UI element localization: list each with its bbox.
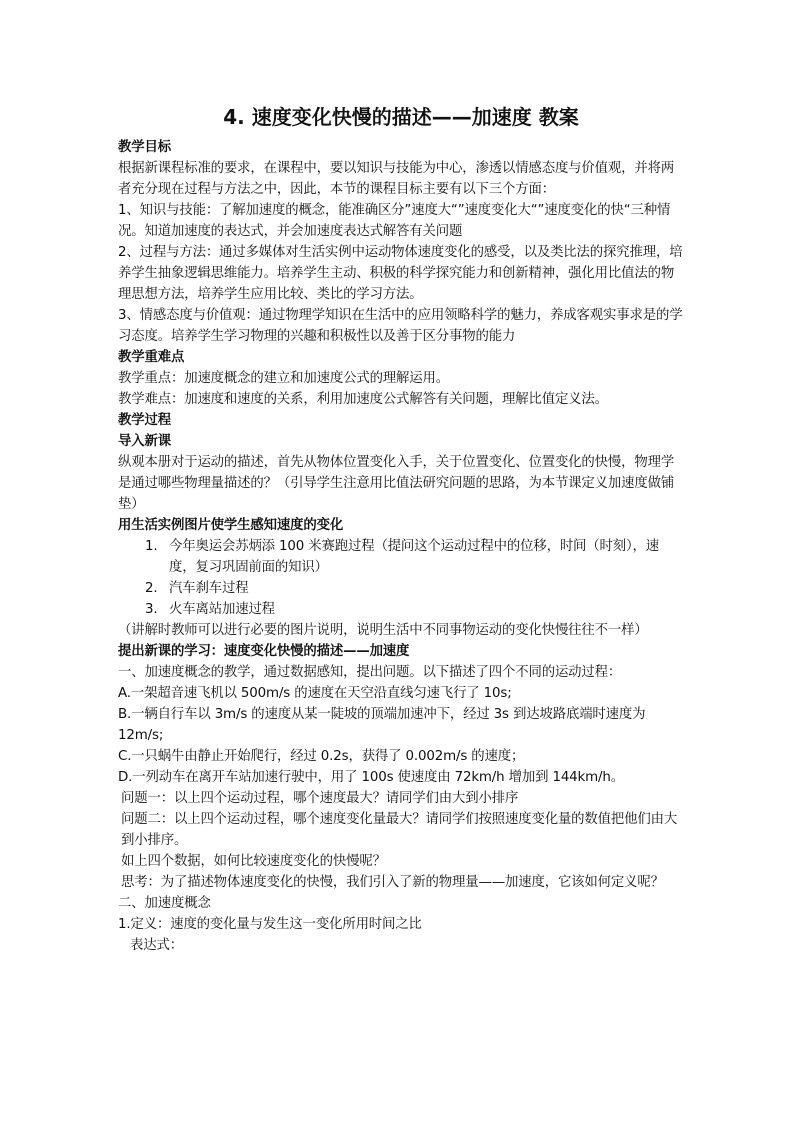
examples-heading: 用生活实例图片使学生感知速度的变化 bbox=[118, 518, 344, 533]
objectives-intro: 根据新课程标准的要求，在课程中，要以知识与技能为中心，渗透以情感态度与价值观，并将两者充分现在过程与方法之中，因此，本节的课程目标主要有以下三个方面： bbox=[118, 161, 675, 197]
document-title: 4. 速度变化快慢的描述——加速度 教案 bbox=[223, 105, 579, 129]
question-one: 问题一：以上四个运动过程，哪个速度最大？请同学们由大到小排序 bbox=[121, 791, 519, 806]
new-lesson-heading: 提出新课的学习：速度变化快慢的描述——加速度 bbox=[118, 644, 410, 659]
part1-intro: 一、加速度概念的教学，通过数据感知，提出问题。以下描述了四个不同的运动过程： bbox=[118, 665, 622, 680]
difficult-point: 教学难点：加速度和速度的关系，利用加速度公式解答有关问题，理解比值定义法。 bbox=[118, 392, 608, 407]
list-text: 汽车刹车过程 bbox=[169, 581, 249, 596]
process-heading: 教学过程 bbox=[118, 413, 171, 428]
list-number: 3. bbox=[145, 602, 158, 617]
case-c: C.一只蜗牛由静止开始爬行，经过 0.2s，获得了 0.002m/s 的速度； bbox=[118, 749, 525, 764]
key-point: 教学重点：加速度概念的建立和加速度公式的理解运用。 bbox=[118, 371, 450, 386]
list-number: 2. bbox=[145, 581, 158, 596]
list-number: 1. bbox=[145, 539, 158, 554]
examples-note: （讲解时教师可以进行必要的图片说明，说明生活中不同事物运动的变化快慢往往不一样） bbox=[118, 623, 648, 638]
objective-process: 2、过程与方法：通过多媒体对生活实例中运动物体速度变化的感受，以及类比法的探究推理，培养学生抽象逻辑思维能力。培养学生主动、积极的科学探究能力和创新精神，强化用比值法的物理思想方法，培养学生应用比较、类比的学习方法。 bbox=[118, 245, 683, 302]
think-prompt: 思考：为了描述物体速度变化的快慢，我们引入了新的物理量——加速度，它该如何定义呢？ bbox=[121, 875, 664, 890]
intro-heading: 导入新课 bbox=[118, 434, 171, 449]
expression-label: 表达式： bbox=[130, 938, 183, 953]
objective-knowledge: 1、知识与技能：了解加速度的概念，能准确区分”速度大“”速度变化大“”速度变化的快“三种情况。知道加速度的表达式，并会加速度表达式解答有关问题 bbox=[118, 203, 671, 239]
part2-heading: 二、加速度概念 bbox=[118, 896, 211, 911]
case-d: D.一列动车在离开车站加速行驶中，用了 100s 使速度由 72km/h 增加到 144km/h。 bbox=[118, 770, 624, 785]
objectives-heading: 教学目标 bbox=[118, 140, 171, 155]
lesson-plan-page bbox=[118, 104, 684, 956]
list-item bbox=[118, 536, 684, 578]
examples-list bbox=[118, 536, 684, 620]
compare-question: 如上四个数据，如何比较速度变化的快慢呢？ bbox=[121, 854, 386, 869]
objective-attitude: 3、情感态度与价值观：通过物理学知识在生活中的应用领略科学的魅力，养成客观实事求是的学习态度。培养学生学习物理的兴趣和积极性以及善于区分事物的能力 bbox=[118, 308, 683, 344]
definition: 1.定义：速度的变化量与发生这一变化所用时间之比 bbox=[118, 917, 422, 932]
intro-text: 纵观本册对于运动的描述，首先从物体位置变化入手，关于位置变化、位置变化的快慢，物理学是通过哪些物理量描述的？（引导学生注意用比值法研究问题的思路，为本节课定义加速度做铺垫） bbox=[118, 455, 675, 512]
key-points-heading: 教学重难点 bbox=[118, 350, 185, 365]
case-a: A.一架超音速飞机以 500m/s 的速度在天空沿直线匀速飞行了 10s; bbox=[118, 686, 512, 701]
list-text: 今年奥运会苏炳添 100 米赛跑过程（提问这个运动过程中的位移，时间（时刻），速度，复习巩固前面的知识） bbox=[169, 539, 660, 575]
case-b: B.一辆自行车以 3m/s 的速度从某一陡坡的顶端加速冲下，经过 3s 到达坡路底端时速度为 12m/s; bbox=[118, 707, 646, 743]
list-item bbox=[118, 599, 684, 620]
list-text: 火车离站加速过程 bbox=[169, 602, 275, 617]
list-item bbox=[118, 578, 684, 599]
question-two: 问题二：以上四个运动过程，哪个速度变化量最大？请同学们按照速度变化量的数值把他们由大到小排序。 bbox=[121, 812, 678, 848]
